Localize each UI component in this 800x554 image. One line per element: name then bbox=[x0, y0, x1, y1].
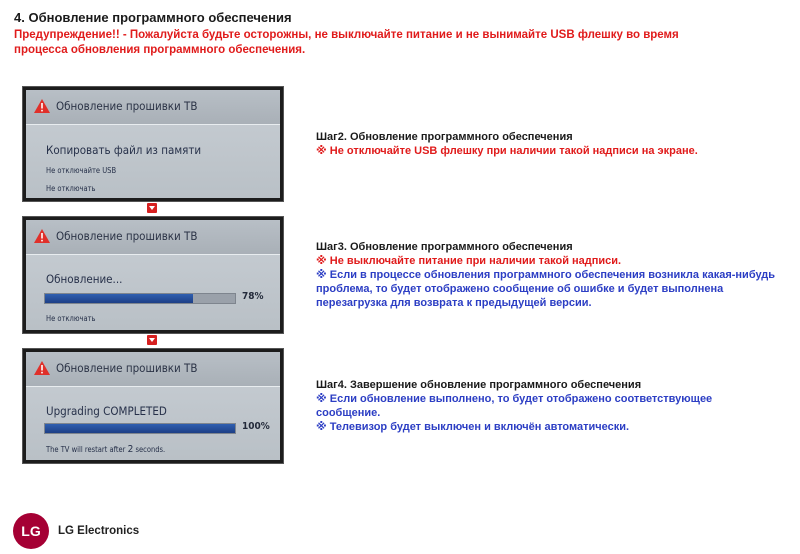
tv-status-text: Upgrading COMPLETED bbox=[46, 404, 167, 418]
tv-restart-notice bbox=[46, 444, 165, 455]
restart-suffix: seconds. bbox=[135, 445, 166, 454]
tv-status-text: Обновление... bbox=[46, 272, 123, 286]
step-note: ※ Если в процессе обновления программного обеспечения возникла какая-нибудь проблема, то будет отображено сообщение об ошибке и будет выполнена перезагрузка для возврата к предыдущей версии. bbox=[316, 269, 776, 309]
tv-dialog-header bbox=[26, 90, 280, 125]
tv-power-notice: Не отключать bbox=[46, 184, 96, 193]
tv-dialog-title: Обновление прошивки ТВ bbox=[56, 361, 198, 375]
tv-power-notice: Не отключать bbox=[46, 314, 96, 323]
tv-screenshot-completed bbox=[22, 348, 284, 464]
lg-logo-icon bbox=[12, 512, 50, 550]
step-note: ※ Телевизор будет выключен и включён автоматически. bbox=[316, 421, 630, 433]
step-title: Шаг4. Завершение обновление программного обеспечения bbox=[316, 379, 642, 391]
warning-text: Предупреждение!! - Пожалуйста будьте осторожны, не выключайте питание и не вынимайте USB флешку во время процесса обновления программного обеспечения. bbox=[14, 29, 679, 56]
step-title: Шаг2. Обновление программного обеспечения bbox=[316, 131, 573, 143]
tv-screenshot-copy bbox=[22, 86, 284, 202]
step-4-block bbox=[316, 378, 776, 434]
tv-dialog-title: Обновление прошивки ТВ bbox=[56, 229, 198, 243]
restart-prefix: The TV will restart after bbox=[46, 445, 126, 454]
company-name: LG Electronics bbox=[58, 525, 140, 537]
step-2-block bbox=[316, 130, 776, 158]
progress-bar bbox=[44, 293, 236, 304]
restart-seconds: 2 bbox=[127, 444, 134, 455]
tv-dialog-title: Обновление прошивки ТВ bbox=[56, 99, 198, 113]
step-note: ※ Если обновление выполнено, то будет отображено соответствующее сообщение. bbox=[316, 393, 713, 419]
warning-triangle-icon bbox=[34, 99, 50, 113]
down-arrow-icon bbox=[147, 203, 157, 213]
step-note: ※ Не отключайте USB флешку при наличии такой надписи на экране. bbox=[316, 145, 698, 157]
warning-triangle-icon bbox=[34, 361, 50, 375]
tv-usb-notice: Не отключайте USB bbox=[46, 166, 117, 175]
step-3-block bbox=[316, 240, 776, 310]
progress-fill bbox=[45, 424, 235, 433]
tv-dialog-header bbox=[26, 352, 280, 387]
warning-triangle-icon bbox=[34, 229, 50, 243]
page-heading: 4. Обновление программного обеспечения bbox=[14, 10, 292, 25]
step-note: ※ Не выключайте питание при наличии такой надписи. bbox=[316, 255, 622, 267]
tv-screenshot-updating bbox=[22, 216, 284, 334]
progress-fill bbox=[45, 294, 193, 303]
progress-percent: 78% bbox=[242, 291, 264, 302]
tv-status-text: Копировать файл из памяти bbox=[46, 143, 202, 157]
step-title: Шаг3. Обновление программного обеспечения bbox=[316, 241, 573, 253]
tv-dialog-header bbox=[26, 220, 280, 255]
down-arrow-icon bbox=[147, 335, 157, 345]
progress-bar bbox=[44, 423, 236, 434]
lg-logo-text: LG bbox=[21, 523, 41, 539]
progress-percent: 100% bbox=[242, 421, 270, 432]
